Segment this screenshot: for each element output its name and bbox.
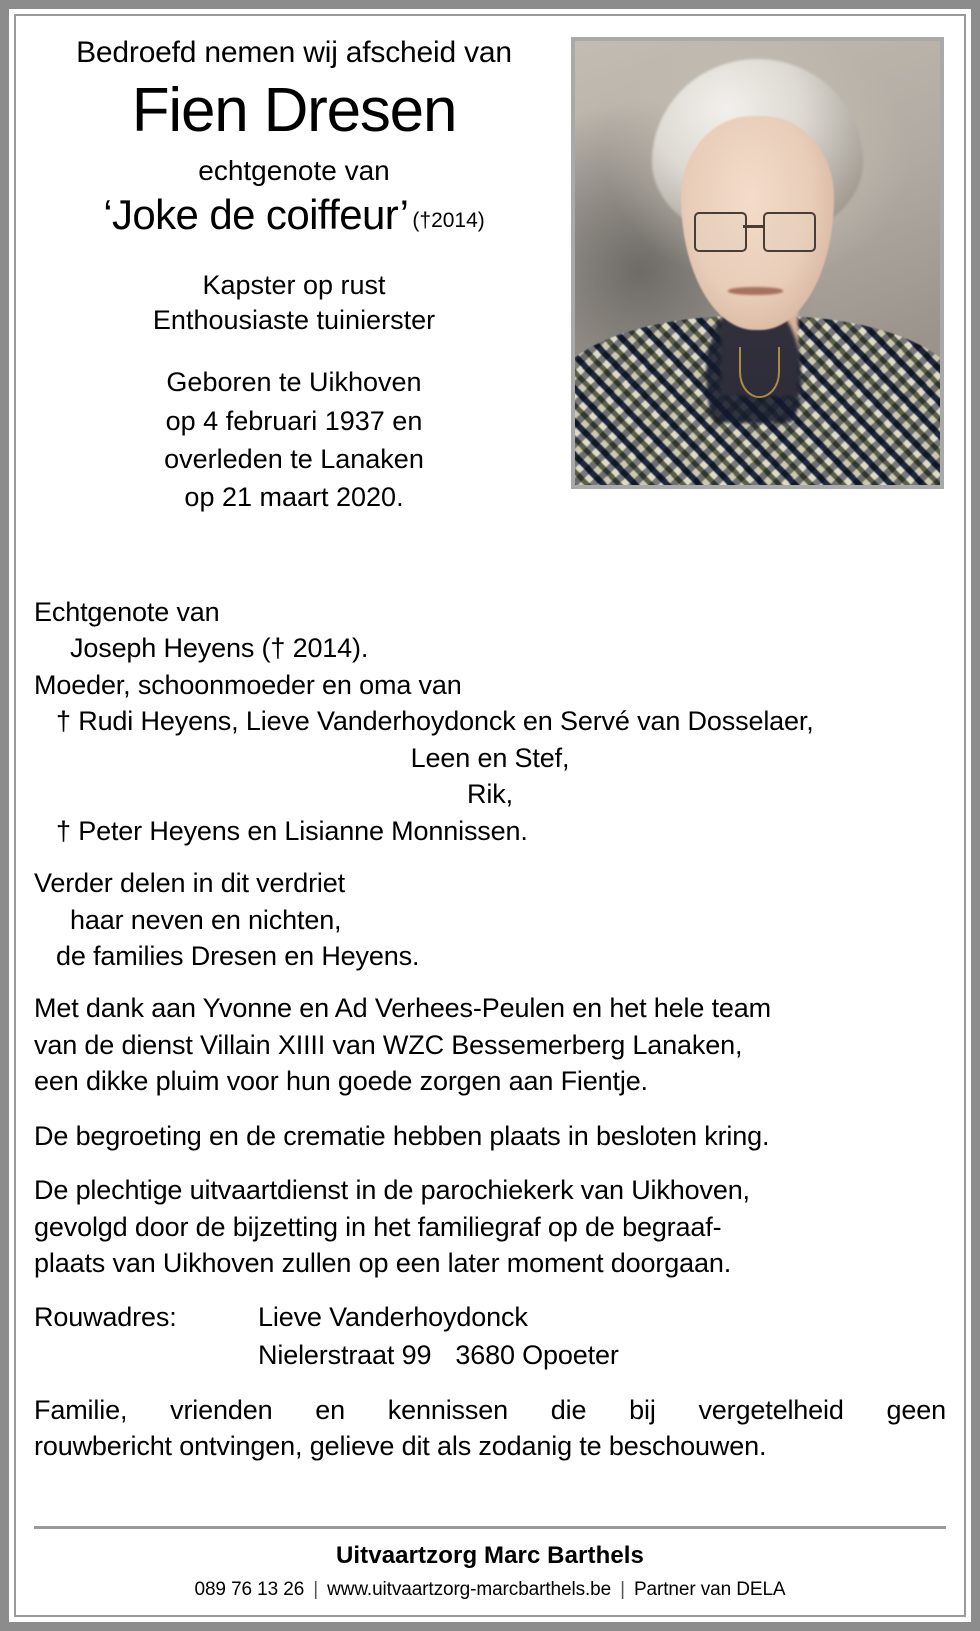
mourning-address-block [34,1299,946,1374]
farewell-lead-text: Bedroefd nemen wij afscheid van [76,36,512,69]
thanks-line: Met dank aan Yvonne en Ad Verhees-Peulen en het hele team [34,993,772,1024]
portrait-photo [571,37,944,489]
mourning-address-name: Lieve Vanderhoydonck [258,1302,528,1333]
service-line: plaats van Uikhoven zullen op een later moment doorgaan. [34,1248,732,1278]
spouse-of-label: echtgenote van [198,154,390,186]
body-content [34,594,946,1483]
mourning-address-city: 3680 Opoeter [455,1339,619,1370]
date-line: op 21 maart 2020. [184,482,404,513]
spouse-name: Joseph Heyens († 2014). [70,633,369,664]
deceased-name: Fien Dresen [131,75,457,145]
photo-necklace [739,347,780,398]
thanks-line: van de dienst Villain XIIII van WZC Bessemerberg Lanaken, [34,1029,743,1060]
service-paragraph [34,1172,946,1281]
service-line: De plechtige uitvaartdienst in de parochiekerk van Uikhoven, [34,1175,750,1206]
mourning-address-label: Rouwadres: [34,1302,177,1333]
condolences-line: de families Dresen en Heyens. [56,940,420,971]
thanks-paragraph [34,990,946,1099]
child-line: † Rudi Heyens, Lieve Vanderhoydonck en Servé van Dosselaer, [56,706,814,737]
date-line: Geboren te Uikhoven [166,367,422,398]
role-line: Enthousiaste tuinierster [152,305,436,336]
notice-paragraph [34,1392,946,1465]
photo-mouth [728,287,783,294]
footer-phone[interactable]: 089 76 13 26 [194,1579,305,1600]
role-line: Kapster op rust [202,269,386,300]
footer-contact-line [34,1579,946,1601]
footer-website[interactable]: www.uitvaartzorg-marcbarthels.be [327,1579,612,1600]
children-heading: Moeder, schoonmoeder en oma van [34,669,462,700]
roles-block [34,268,554,340]
notice-line: Familie, vrienden en kennissen die bij vergetelheid geen [34,1394,946,1425]
mourning-address-label-spacer [34,1337,258,1374]
footer-separator: | [620,1579,625,1600]
condolences-line: haar neven en nichten, [70,904,342,935]
funeral-company-name: Uitvaartzorg Marc Barthels [335,1542,645,1569]
mourning-address-row [34,1337,946,1374]
date-line: op 4 februari 1937 en [165,405,423,436]
nickname-year: (†2014) [412,209,485,233]
footer-partner: Partner van DELA [633,1579,786,1600]
spouse-heading: Echtgenote van [34,597,220,627]
date-line: overleden te Lanaken [164,444,424,475]
header-block [34,34,554,517]
family-block [34,594,946,849]
condolences-heading: Verder delen in dit verdriet [34,868,345,899]
child-line: Leen en Stef, [410,742,570,773]
child-line-last: † Peter Heyens en Lisianne Monnissen. [56,815,528,846]
nickname: ‘Joke de coiffeur’ [103,191,409,239]
thanks-line: een dikke pluim voor hun goede zorgen aan Fientje. [34,1066,648,1097]
nickname-row [34,189,554,242]
cremation-line: De begroeting en de crematie hebben plaats in besloten kring. [34,1120,770,1151]
mourning-address-street: Nielerstraat 99 [258,1339,432,1370]
child-line: Rik, [467,779,513,810]
card-border-gap [9,9,971,1622]
cremation-paragraph [34,1118,946,1154]
photo-glasses-left-lens [694,212,747,252]
photo-glasses-right-lens [763,212,816,252]
footer-separator: | [313,1579,319,1600]
mourning-address-row [34,1299,946,1336]
photo-glasses-bridge [743,225,763,228]
birth-death-block [34,363,554,516]
memorial-card [14,14,966,1617]
notice-line: rouwbericht ontvingen, gelieve dit als zodanig te beschouwen. [34,1431,767,1462]
footer-divider [34,1526,946,1529]
condolences-block [34,865,946,974]
address-gap [431,1337,455,1374]
footer-block [34,1542,946,1601]
photo-background [575,41,940,485]
service-line: gevolgd door de bijzetting in het familiegraf op de begraaf- [34,1211,722,1242]
